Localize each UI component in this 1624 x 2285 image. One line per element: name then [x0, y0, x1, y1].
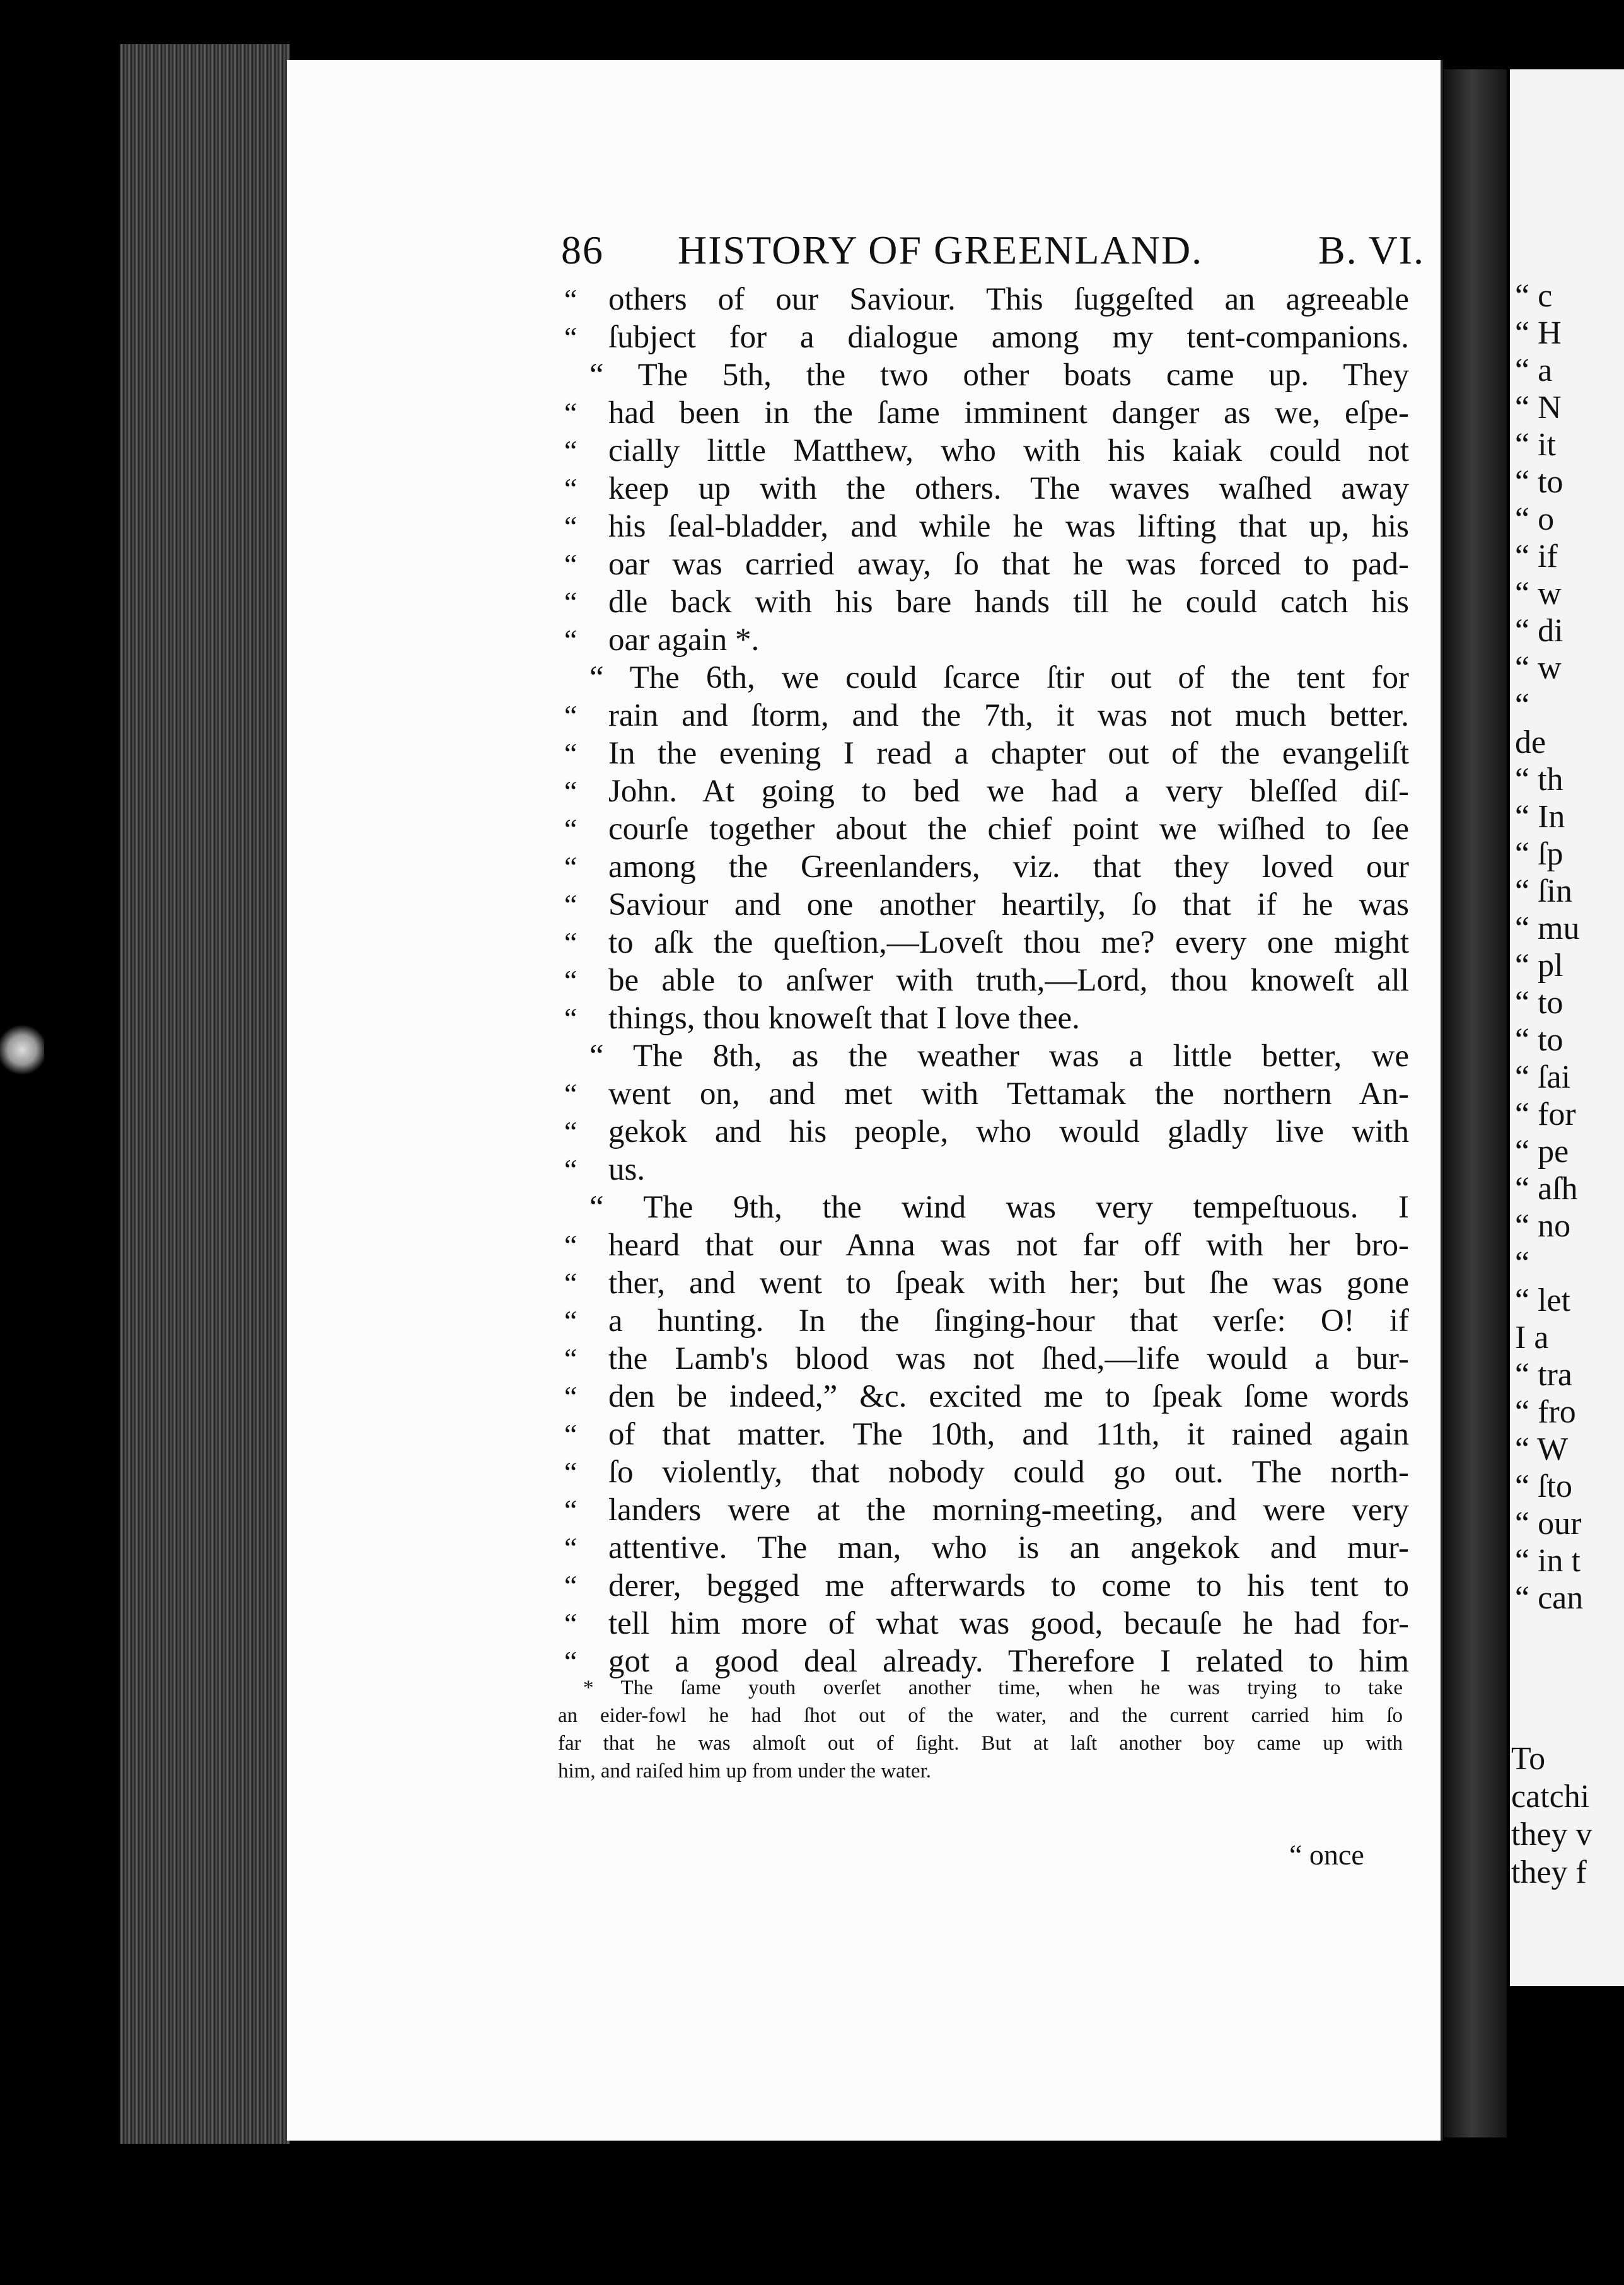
line-text: ſubject for a dialogue among my tent-companions. [608, 320, 1409, 355]
facing-page-line: catchi [1511, 1779, 1590, 1815]
text-line [564, 1189, 1409, 1226]
line-text: his ſeal-bladder, and while he was lifting that up, his [608, 509, 1409, 544]
facing-page-line: “ w [1515, 576, 1562, 612]
line-text: us. [608, 1152, 646, 1187]
text-line [564, 962, 1409, 999]
quote-mark: “ [564, 548, 577, 580]
facing-page-line: “ H [1515, 315, 1562, 351]
line-text: landers were at the morning-meeting, and were very [608, 1492, 1409, 1528]
line-text: In the evening I read a chapter out of the evangeliſt [608, 736, 1409, 771]
quote-mark: “ [564, 1153, 577, 1185]
quote-mark: “ [564, 1002, 577, 1034]
quote-mark: “ [564, 1456, 577, 1488]
quote-mark: “ [564, 964, 577, 996]
text-line [564, 848, 1409, 886]
line-text: ther, and went to ſpeak with her; but ſhe was gone [608, 1265, 1409, 1301]
page-gutter [1444, 69, 1507, 2137]
line-text: oar was carried away, ſo that he was forced to pad- [608, 547, 1409, 582]
text-line [564, 508, 1409, 545]
quote-mark: “ [564, 1305, 577, 1337]
line-text: attentive. The man, who is an angekok and mur- [608, 1530, 1409, 1566]
text-line [564, 697, 1409, 735]
text-line [564, 545, 1409, 583]
footnote-line: far that he was almoſt out of ſight. But at laſt another boy came up with [558, 1732, 1403, 1755]
quote-mark: “ [564, 813, 577, 845]
running-title: HISTORY OF GREENLAND. [678, 228, 1204, 272]
line-text: “ The 5th, the two other boats came up. They [589, 358, 1409, 393]
text-line [564, 735, 1409, 772]
text-line [564, 886, 1409, 924]
text-line [564, 1378, 1409, 1416]
line-text: cially little Matthew, who with his kaiak could not [608, 433, 1409, 468]
quote-mark: “ [564, 1569, 577, 1602]
text-line [564, 1037, 1409, 1075]
line-text: heard that our Anna was not far off with her bro- [608, 1228, 1409, 1263]
line-text: the Lamb's blood was not ſhed,—life would a bur- [608, 1341, 1409, 1376]
text-line [564, 432, 1409, 470]
facing-page-line: “ w [1515, 650, 1562, 686]
facing-page-line: they f [1511, 1854, 1587, 1890]
line-text: tell him more of what was good, becauſe he had for- [608, 1606, 1409, 1641]
line-text: had been in the ſame imminent danger as we, eſpe- [608, 395, 1409, 431]
text-line [564, 1151, 1409, 1189]
text-line [564, 1264, 1409, 1302]
body-text [564, 281, 1409, 1680]
line-text: among the Greenlanders, viz. that they loved our [608, 849, 1409, 885]
text-line [564, 1416, 1409, 1453]
quote-mark: “ [564, 851, 577, 883]
facing-page-line: “ di [1515, 613, 1563, 649]
line-text: of that matter. The 10th, and 11th, it rained again [608, 1417, 1409, 1452]
facing-page-line: “ [1515, 1245, 1530, 1281]
text-line [564, 924, 1409, 962]
text-line [564, 810, 1409, 848]
text-line [564, 1567, 1409, 1605]
line-text: “ The 6th, we could ſcarce ſtir out of the tent for [589, 660, 1409, 695]
quote-mark: “ [564, 510, 577, 542]
text-line [564, 1226, 1409, 1264]
line-text: ſo violently, that nobody could go out. The north- [608, 1455, 1409, 1490]
quote-mark: “ [564, 397, 577, 429]
text-line [564, 1605, 1409, 1643]
running-head [561, 227, 1425, 284]
text-line [564, 318, 1409, 356]
footnote-line: an eider-fowl he had ſhot out of the water, and the current carried him ſo [558, 1704, 1403, 1727]
line-text: Saviour and one another heartily, ſo that if he was [608, 887, 1409, 922]
text-line [564, 1113, 1409, 1151]
line-text: to aſk the queſtion,—Loveſt thou me? every one might [608, 925, 1409, 960]
facing-page-line: “ N [1515, 390, 1562, 426]
facing-page-line: “ ſai [1515, 1059, 1571, 1095]
line-text: got a good deal already. Therefore I related to him [608, 1644, 1409, 1679]
facing-page-line: “ W [1515, 1431, 1569, 1467]
quote-mark: “ [564, 1645, 577, 1677]
footnote-line: him, and raiſed him up from under the water. [558, 1760, 932, 1782]
facing-page-line: “ for [1515, 1096, 1576, 1132]
quote-mark: “ [564, 1418, 577, 1450]
text-line [564, 999, 1409, 1037]
text-line [564, 583, 1409, 621]
quote-mark: “ [564, 472, 577, 504]
facing-page-line: “ pe [1515, 1134, 1569, 1170]
quote-mark: “ [564, 1267, 577, 1299]
facing-page-line: “ let [1515, 1282, 1571, 1318]
text-line [564, 772, 1409, 810]
book-edge [120, 44, 290, 2144]
line-text: a hunting. In the ſinging-hour that verſe: O! if [608, 1303, 1409, 1339]
line-text: “ The 8th, as the weather was a little better, we [589, 1038, 1409, 1074]
facing-page-line: de [1515, 724, 1546, 760]
text-line [564, 281, 1409, 318]
footnote-line: * The ſame youth overſet another time, when he was trying to take [583, 1677, 1403, 1699]
quote-mark: “ [564, 1115, 577, 1148]
text-line [564, 470, 1409, 508]
line-text: John. At going to bed we had a very bleſſed diſ- [608, 774, 1409, 809]
facing-page-line: “ c [1515, 278, 1553, 314]
catchword: “ once [1289, 1839, 1364, 1871]
facing-page-line: “ [1515, 687, 1530, 723]
quote-mark: “ [564, 1532, 577, 1564]
line-text: keep up with the others. The waves waſhed away [608, 471, 1409, 506]
quote-mark: “ [564, 624, 577, 656]
facing-page-line: “ tra [1515, 1357, 1572, 1393]
line-text: den be indeed,” &c. excited me to ſpeak ſome words [608, 1379, 1409, 1414]
facing-page-line: “ to [1515, 985, 1563, 1021]
facing-page-line: “ o [1515, 501, 1555, 537]
text-line [564, 1340, 1409, 1378]
quote-mark: “ [564, 1229, 577, 1261]
text-line [564, 1302, 1409, 1340]
facing-page-line: “ a [1515, 352, 1553, 388]
line-text: courſe together about the chief point we wiſhed to ſee [608, 811, 1409, 847]
line-text: dle back with his bare hands till he could catch his [608, 584, 1409, 620]
facing-page-line: I a [1515, 1320, 1549, 1356]
quote-mark: “ [564, 775, 577, 807]
quote-mark: “ [564, 926, 577, 958]
line-text: “ The 9th, the wind was very tempeſtuous. I [589, 1190, 1409, 1225]
line-text: went on, and met with Tettamak the northern An- [608, 1076, 1409, 1112]
text-line [564, 394, 1409, 432]
line-text: be able to anſwer with truth,—Lord, thou knoweſt all [608, 963, 1409, 998]
text-line [564, 1529, 1409, 1567]
line-text: oar again *. [608, 622, 760, 658]
page-number: 86 [561, 228, 604, 272]
book-section: B. VI. [1318, 228, 1425, 272]
quote-mark: “ [564, 699, 577, 731]
text-line [564, 1075, 1409, 1113]
facing-page-line: “ In [1515, 799, 1565, 835]
quote-mark: “ [564, 1078, 577, 1110]
line-text: rain and ſtorm, and the 7th, it was not much better. [608, 698, 1409, 733]
quote-mark: “ [564, 434, 577, 467]
text-line [564, 1453, 1409, 1491]
quote-mark: “ [564, 1342, 577, 1375]
facing-page-line: “ to [1515, 1022, 1563, 1058]
quote-mark: “ [564, 1607, 577, 1639]
text-line [564, 356, 1409, 394]
line-text: others of our Saviour. This ſuggeſted an agreeable [608, 282, 1409, 317]
footnote [558, 1674, 1403, 1785]
quote-mark: “ [564, 1494, 577, 1526]
facing-page-line: “ can [1515, 1580, 1584, 1616]
scan-smudge [0, 1021, 44, 1078]
facing-page-line: “ pl [1515, 948, 1563, 984]
facing-page-line: “ ſp [1515, 836, 1563, 872]
facing-page-line: “ th [1515, 762, 1563, 798]
quote-mark: “ [564, 586, 577, 618]
quote-mark: “ [564, 1380, 577, 1412]
quote-mark: “ [564, 283, 577, 315]
quote-mark: “ [564, 321, 577, 353]
facing-page-line: they v [1511, 1817, 1592, 1852]
line-text: things, thou knoweſt that I love thee. [608, 1001, 1080, 1036]
facing-page-line: “ no [1515, 1208, 1571, 1244]
text-line [564, 1491, 1409, 1529]
facing-page-line: “ fro [1515, 1394, 1576, 1430]
facing-page-line: “ in t [1515, 1543, 1580, 1579]
facing-page-line: “ ſin [1515, 873, 1572, 909]
facing-page-line: “ ſto [1515, 1468, 1572, 1504]
line-text: gekok and his people, who would gladly live with [608, 1114, 1409, 1149]
facing-page-line: “ if [1515, 538, 1558, 574]
text-line [564, 659, 1409, 697]
quote-mark: “ [564, 737, 577, 769]
facing-page-line: “ our [1515, 1506, 1582, 1542]
facing-page-line: “ aſh [1515, 1171, 1578, 1207]
quote-mark: “ [564, 888, 577, 921]
line-text: derer, begged me afterwards to come to his tent to [608, 1568, 1409, 1603]
facing-page-line: To [1511, 1741, 1546, 1777]
text-line [564, 621, 1409, 659]
facing-page-fragment [1510, 69, 1624, 1986]
facing-page-line: “ to [1515, 464, 1563, 500]
facing-page-line: “ mu [1515, 910, 1580, 946]
facing-page-line: “ it [1515, 427, 1556, 463]
